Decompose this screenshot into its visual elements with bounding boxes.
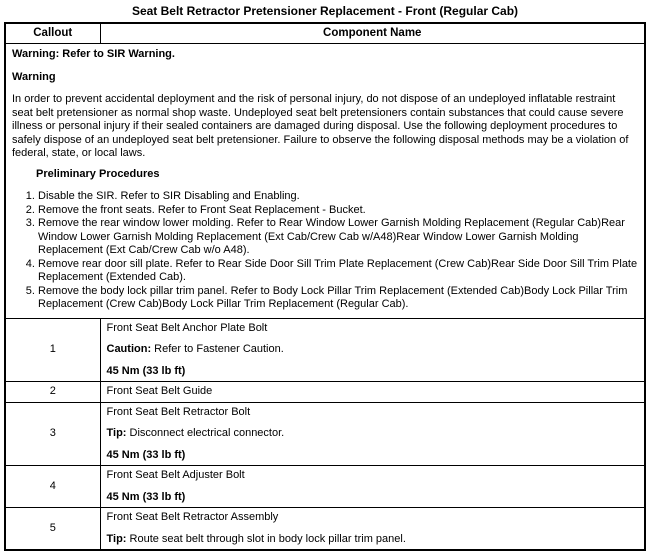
component-name: Front Seat Belt Adjuster Bolt xyxy=(106,469,245,481)
step-item: 1. Disable the SIR. Refer to SIR Disabling and Enabling. xyxy=(38,190,638,204)
preliminary-procedures-heading: Preliminary Procedures xyxy=(36,167,160,180)
table-row xyxy=(5,382,645,403)
component-torque: 45 Nm (33 lb ft) xyxy=(106,490,186,503)
component-caution xyxy=(107,343,639,357)
column-header-component-name: Component Name xyxy=(100,23,645,44)
step-item: 4. Remove rear door sill plate. Refer to Rear Side Door Sill Trim Plate Replacement (Crew Cab)Rear Side Door Sill Trim Plate Replacement (Extended Cab). xyxy=(38,258,638,285)
component-torque: 45 Nm (33 lb ft) xyxy=(106,448,186,461)
component-cell xyxy=(100,466,645,508)
warning-cell xyxy=(5,44,645,319)
tip-text: Disconnect electrical connector. xyxy=(126,427,285,439)
page-title: Seat Belt Retractor Pretensioner Replacement - Front (Regular Cab) xyxy=(131,4,519,18)
warning-row xyxy=(5,44,645,319)
component-name: Front Seat Belt Anchor Plate Bolt xyxy=(106,321,268,334)
component-cell xyxy=(100,508,645,551)
component-cell xyxy=(100,382,645,403)
table-row xyxy=(5,318,645,382)
warning-heading: Warning xyxy=(12,70,56,83)
component-name: Front Seat Belt Guide xyxy=(106,385,213,397)
table-row xyxy=(5,466,645,508)
step-item: 2. Remove the front seats. Refer to Front Seat Replacement - Bucket. xyxy=(38,204,638,218)
preliminary-steps-list xyxy=(12,190,638,312)
callout-number: 3 xyxy=(5,402,100,466)
callout-number: 5 xyxy=(5,508,100,551)
table-header-row xyxy=(5,23,645,44)
component-cell xyxy=(100,402,645,466)
caution-text: Refer to Fastener Caution. xyxy=(151,343,284,355)
sir-warning-line: Warning: Refer to SIR Warning. xyxy=(12,48,175,60)
component-name: Front Seat Belt Retractor Assembly xyxy=(106,511,279,523)
component-cell xyxy=(100,318,645,382)
component-tip xyxy=(107,427,639,441)
tip-label: Tip: xyxy=(106,427,127,439)
component-name: Front Seat Belt Retractor Bolt xyxy=(106,405,251,418)
column-header-callout: Callout xyxy=(5,23,100,44)
callout-number: 4 xyxy=(5,466,100,508)
step-item: 3. Remove the rear window lower molding. Refer to Rear Window Lower Garnish Molding Replacement (Regular Cab)Rear Window Lower Garnish Molding Replacement (Ext Cab/Crew Cab w/A48)Rear Window Lower Garnish Molding Replacement (Ext Cab/Crew Cab w/o A48). xyxy=(38,217,638,258)
step-item: 5. Remove the body lock pillar trim panel. Refer to Body Lock Pillar Trim Replacement (Extended Cab)Body Lock Pillar Trim Replacement (Crew Cab)Body Lock Pillar Trim Replacement (Regular Cab). xyxy=(38,285,638,312)
tip-label: Tip: xyxy=(106,532,127,545)
caution-label: Caution: xyxy=(106,343,152,355)
component-torque: 45 Nm (33 lb ft) xyxy=(106,364,186,377)
warning-body-text: In order to prevent accidental deployment and the risk of personal injury, do not dispose of an undeployed inflatable restraint seat belt pretensioner as normal shop waste. Undeployed seat belt pretensioners contain substances that could cause severe illness or personal injury if their sealed containers are damaged during disposal. Use the following deployment procedures to safely dispose of an undeployed seat belt pretensioner. Failure to observe the following disposal methods may be a violation of federal, state, or local laws. xyxy=(12,93,629,159)
callout-number: 1 xyxy=(5,318,100,382)
table-row xyxy=(5,402,645,466)
table-row xyxy=(5,508,645,551)
component-tip xyxy=(107,533,639,547)
component-table xyxy=(4,22,646,551)
callout-number: 2 xyxy=(5,382,100,403)
tip-text: Route seat belt through slot in body lock pillar trim panel. xyxy=(126,532,406,545)
